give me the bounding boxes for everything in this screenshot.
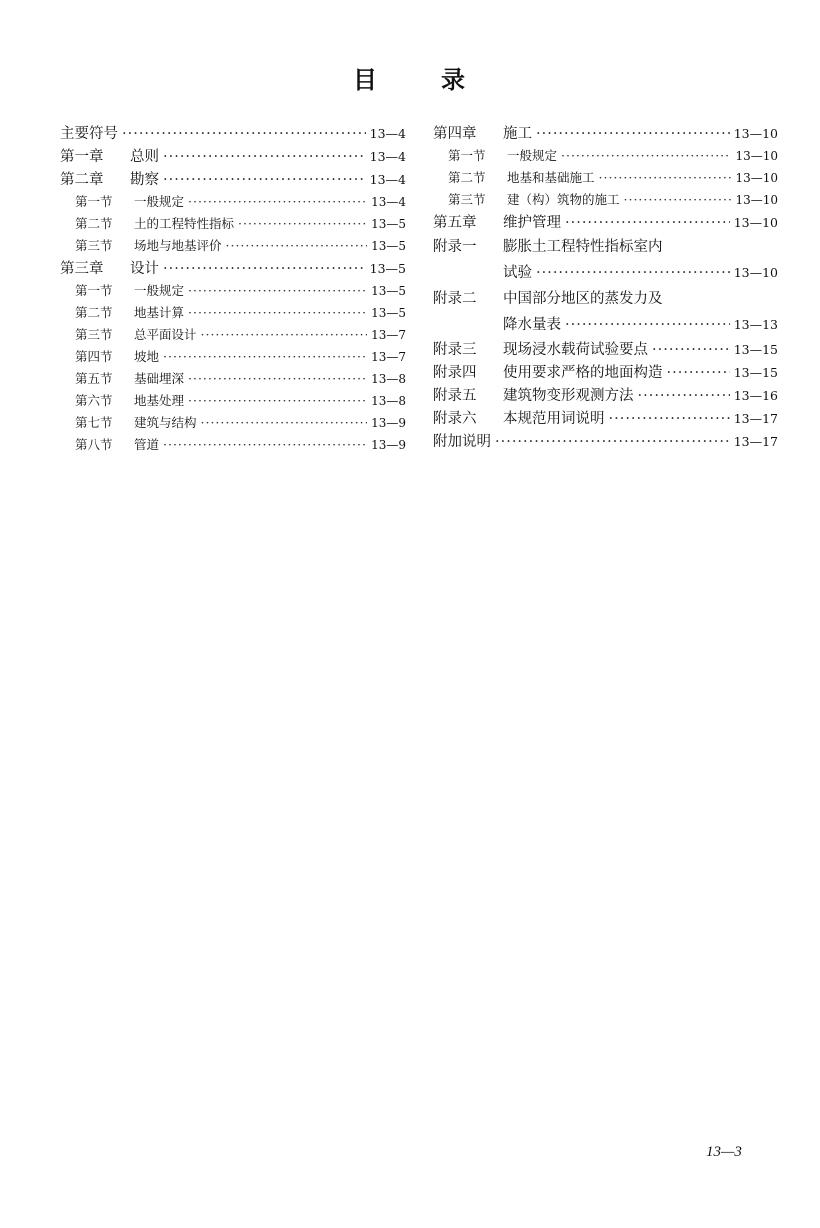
toc-entry-number: 第四节 (75, 349, 113, 364)
toc-entry-title: 总平面设计 (134, 327, 197, 342)
toc-entry-title: 勘察 (130, 172, 159, 188)
toc-entry-number: 附录四 (433, 365, 477, 381)
toc-entry-number: 第二节 (75, 305, 113, 320)
toc-entry-number: 第六节 (75, 393, 113, 408)
toc-entry-title: 管道 (134, 437, 160, 452)
leader-dots (495, 431, 730, 454)
leader-dots (201, 412, 368, 434)
leader-dots (163, 434, 367, 456)
toc-entry-title: 膨胀土工程特性指标室内 (503, 239, 663, 255)
toc-entry-title: 总则 (130, 149, 159, 165)
leader-dots (536, 123, 730, 146)
toc-entry-number: 第三节 (75, 238, 113, 253)
toc-entry (433, 189, 778, 211)
toc-entry-number: 第七节 (75, 415, 113, 430)
toc-entry-page: 13—10 (733, 215, 778, 230)
toc-entry (433, 361, 778, 384)
toc-entry-page: 13—5 (371, 284, 406, 298)
toc-entry-number: 第三章 (60, 261, 104, 277)
toc-entry-number: 附录三 (433, 342, 477, 358)
title-char-1: 目 (353, 66, 379, 94)
toc-entry (433, 122, 778, 145)
toc-entry-page: 13—4 (371, 195, 406, 209)
leader-dots (163, 146, 366, 169)
toc-entry-page: 13—10 (733, 265, 778, 280)
toc-entry-page: 13—7 (371, 328, 406, 342)
leader-dots (163, 258, 366, 281)
toc-entry-number: 第五节 (75, 371, 113, 386)
toc-entry (60, 434, 406, 456)
toc-entry-number: 附录五 (433, 388, 477, 404)
leader-dots (226, 235, 368, 257)
leader-dots (188, 191, 367, 213)
leader-dots (565, 212, 730, 235)
toc-entry (60, 122, 406, 145)
toc-entry (433, 211, 778, 234)
toc-entry-number: 第三节 (448, 192, 486, 207)
toc-entry (433, 260, 778, 286)
toc-entry-title: 场地与地基评价 (134, 238, 222, 253)
toc-entry-page: 13—4 (369, 172, 406, 187)
toc-entry-number: 附加说明 (433, 434, 491, 450)
toc-entry-title: 建筑与结构 (134, 415, 197, 430)
toc-entry-title: 使用要求严格的地面构造 (503, 365, 663, 381)
toc-entry (433, 234, 778, 260)
toc-entry-number: 附录六 (433, 411, 477, 427)
toc-left-column (60, 122, 406, 456)
toc-entry-page: 13—15 (733, 365, 778, 380)
toc-entry-title: 施工 (503, 126, 532, 142)
leader-dots (122, 123, 366, 146)
toc-entry-page: 13—5 (369, 261, 406, 276)
toc-entry-number: 主要符号 (60, 126, 118, 142)
toc-entry-number: 附录二 (433, 291, 477, 307)
toc-entry-title: 现场浸水载荷试验要点 (503, 342, 648, 358)
toc-entry (433, 145, 778, 167)
toc-entry (433, 430, 778, 453)
toc-entry-page: 13—10 (733, 126, 778, 141)
toc-entry-number: 第三节 (75, 327, 113, 342)
toc-entry (60, 390, 406, 412)
page-title (0, 60, 820, 95)
toc-entry (433, 167, 778, 189)
toc-entry (60, 191, 406, 213)
toc-entry (60, 168, 406, 191)
toc-entry (60, 145, 406, 168)
toc-entry-number: 第二节 (75, 216, 113, 231)
toc-entry-page: 13—9 (371, 416, 406, 430)
toc-entry-title: 基础埋深 (134, 371, 185, 386)
toc-entry (60, 324, 406, 346)
toc-entry-page: 13—5 (371, 239, 406, 253)
leader-dots (201, 324, 368, 346)
toc-entry-page: 13—7 (371, 350, 406, 364)
leader-dots (536, 260, 730, 286)
leader-dots (188, 390, 367, 412)
leader-dots (624, 189, 732, 211)
leader-dots (163, 169, 366, 192)
toc-entry (60, 346, 406, 368)
toc-entry (60, 235, 406, 257)
toc-entry-title: 一般规定 (134, 194, 185, 209)
toc-entry-title: 建（构）筑物的施工 (507, 192, 620, 207)
toc-entry (433, 407, 778, 430)
toc-entry-title: 试验 (503, 265, 532, 281)
toc-entry-number: 第二章 (60, 172, 104, 188)
toc-entry-page: 13—8 (371, 372, 406, 386)
toc-entry-title: 建筑物变形观测方法 (503, 388, 634, 404)
leader-dots (163, 346, 367, 368)
leader-dots (638, 385, 730, 408)
leader-dots (652, 339, 730, 362)
toc-entry-number: 第一章 (60, 149, 104, 165)
toc-entry-page: 13—10 (735, 171, 778, 185)
toc-entry-number: 第八节 (75, 437, 113, 452)
toc-entry (60, 302, 406, 324)
toc-entry-number: 第一节 (75, 194, 113, 209)
toc-entry-title: 中国部分地区的蒸发力及 (503, 291, 663, 307)
page-number: 13—3 (706, 1144, 742, 1160)
leader-dots (561, 145, 731, 167)
leader-dots (609, 408, 730, 431)
toc-entry (60, 257, 406, 280)
toc-entry-title: 地基和基础施工 (507, 170, 595, 185)
toc-entry-title: 坡地 (134, 349, 160, 364)
toc-entry-title: 地基计算 (134, 305, 185, 320)
leader-dots (188, 280, 367, 302)
toc-entry-page: 13—17 (733, 411, 778, 426)
toc-entry-page: 13—13 (733, 317, 778, 332)
toc-entry-title: 设计 (130, 261, 159, 277)
toc-entry-number: 第五章 (433, 215, 477, 231)
leader-dots (667, 362, 730, 385)
toc-entry-page: 13—5 (371, 306, 406, 320)
toc-entry-page: 13—4 (369, 126, 406, 141)
toc-entry-page: 13—4 (369, 149, 406, 164)
toc-entry-page: 13—16 (733, 388, 778, 403)
leader-dots (188, 302, 367, 324)
toc-entry-title: 土的工程特性指标 (134, 216, 235, 231)
toc-entry-title: 地基处理 (134, 393, 185, 408)
toc-entry-page: 13—5 (371, 217, 406, 231)
toc-entry-title: 一般规定 (507, 148, 558, 163)
leader-dots (565, 312, 730, 338)
toc-entry (60, 368, 406, 390)
toc-entry (433, 338, 778, 361)
toc-entry-page: 13—17 (733, 434, 778, 449)
toc-entry-page: 13—9 (371, 438, 406, 452)
toc-right-column (433, 122, 778, 453)
toc-entry-title: 一般规定 (134, 283, 185, 298)
toc-entry-title: 降水量表 (503, 317, 561, 333)
toc-entry-number: 第一节 (448, 148, 486, 163)
toc-entry-number: 附录一 (433, 239, 477, 255)
toc-entry-title: 本规范用词说明 (503, 411, 605, 427)
toc-entry-page: 13—10 (735, 193, 778, 207)
leader-dots (238, 213, 367, 235)
toc-entry (433, 286, 778, 312)
title-char-2: 录 (441, 66, 467, 94)
toc-entry-page: 13—10 (735, 149, 778, 163)
toc-entry (433, 312, 778, 338)
toc-entry-number: 第一节 (75, 283, 113, 298)
toc-entry-page: 13—8 (371, 394, 406, 408)
toc-entry-number: 第二节 (448, 170, 486, 185)
leader-dots (599, 167, 732, 189)
toc-entry-page: 13—15 (733, 342, 778, 357)
toc-entry (60, 213, 406, 235)
leader-dots (188, 368, 367, 390)
toc-entry (60, 280, 406, 302)
toc-entry (60, 412, 406, 434)
toc-entry (433, 384, 778, 407)
toc-entry-title: 维护管理 (503, 215, 561, 231)
toc-entry-number: 第四章 (433, 126, 477, 142)
